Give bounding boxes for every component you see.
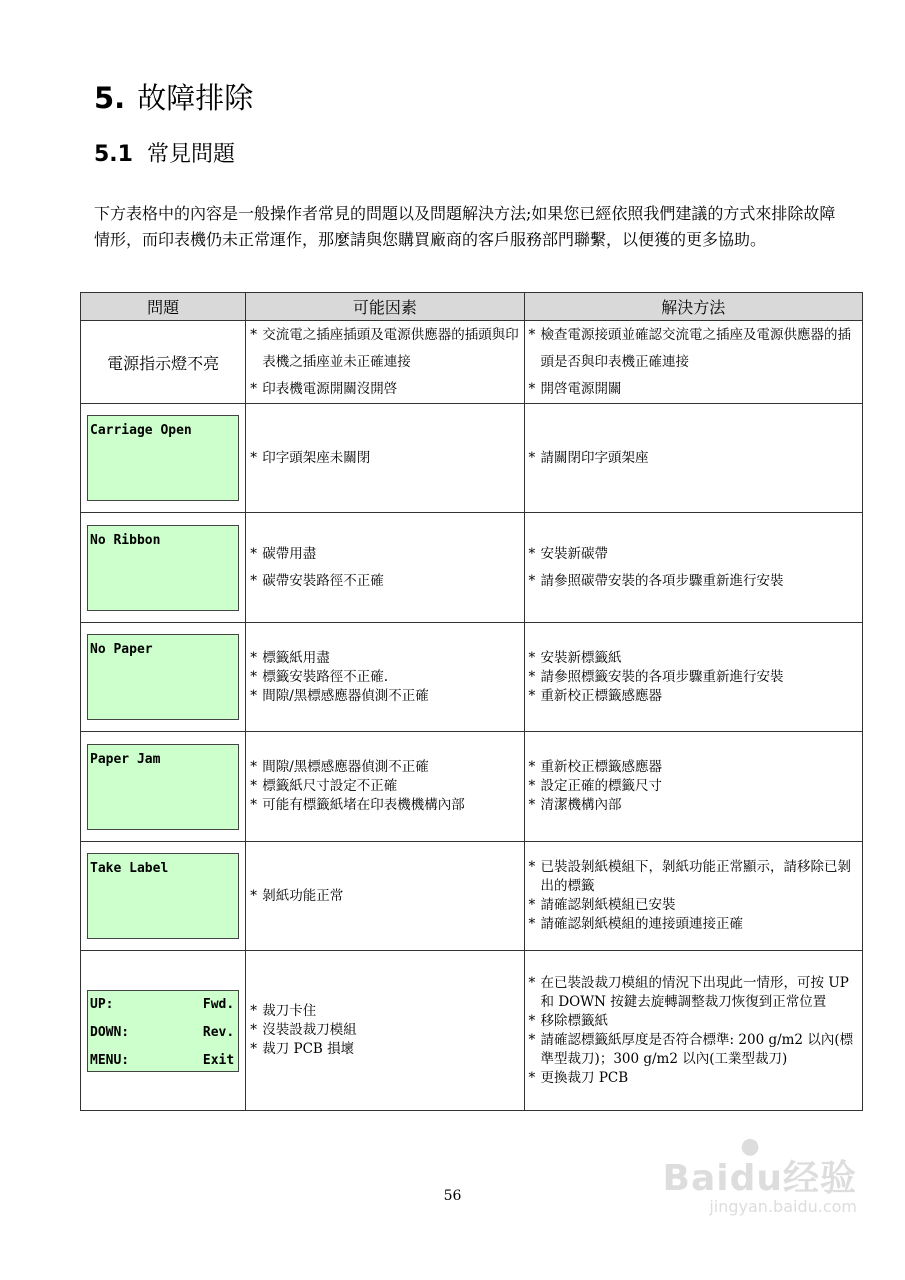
causes-cell bbox=[246, 513, 524, 623]
lcd-line-down bbox=[88, 1019, 238, 1047]
lcd-line-up bbox=[88, 991, 238, 1019]
causes-list bbox=[246, 1002, 523, 1059]
problem-cell bbox=[81, 404, 246, 513]
list-item: * 安裝新標籤紙 bbox=[525, 649, 858, 668]
list-item: * 更換裁刀 PCB bbox=[525, 1069, 858, 1088]
causes-list bbox=[246, 445, 523, 472]
causes-cell bbox=[246, 321, 524, 404]
solutions-list bbox=[525, 322, 862, 403]
watermark-logo: Baidu经验 bbox=[662, 1158, 857, 1199]
solutions-list bbox=[525, 649, 862, 706]
lcd-message: Take Label bbox=[90, 861, 169, 876]
list-item: * 請參照碳帶安裝的各項步驟重新進行安裝 bbox=[525, 568, 858, 595]
list-item: * 可能有標籤紙堵在印表機機構內部 bbox=[246, 796, 519, 815]
causes-cell bbox=[246, 951, 524, 1111]
table-row bbox=[81, 842, 863, 951]
table-row bbox=[81, 404, 863, 513]
solutions-list bbox=[525, 758, 862, 815]
list-item: * 碳帶用盡 bbox=[246, 541, 519, 568]
causes-cell bbox=[246, 404, 524, 513]
chapter-heading bbox=[94, 76, 253, 117]
problem-cell bbox=[81, 513, 246, 623]
lcd-key: MENU: bbox=[90, 1052, 130, 1068]
lcd-key: DOWN: bbox=[90, 1024, 130, 1040]
list-item: * 請參照標籤安裝的各項步驟重新進行安裝 bbox=[525, 668, 858, 687]
causes-list bbox=[246, 541, 523, 595]
solutions-cell bbox=[524, 842, 862, 951]
list-item: * 已裝設剝紙模組下，剝紙功能正常顯示，請移除已剝出的標籤 bbox=[525, 858, 858, 896]
list-item: * 間隙/黑標感應器偵測不正確 bbox=[246, 758, 519, 777]
list-item: * 設定正確的標籤尺寸 bbox=[525, 777, 858, 796]
list-item: * 請確認剝紙模組的連接頭連接正確 bbox=[525, 915, 858, 934]
table-row bbox=[81, 623, 863, 732]
baidu-watermark bbox=[662, 1134, 857, 1216]
paw-icon: ● bbox=[740, 1134, 760, 1159]
list-item: * 在已裝設裁刀模組的情況下出現此一情形，可按 UP 和 DOWN 按鍵去旋轉調整裁刀恢復到正常位置 bbox=[525, 974, 858, 1012]
lcd-message: Paper Jam bbox=[90, 751, 161, 767]
lcd-value: Fwd. bbox=[202, 996, 235, 1012]
solutions-cell bbox=[524, 623, 862, 732]
lcd-message: No Paper bbox=[90, 642, 153, 657]
problem-cell bbox=[81, 732, 246, 842]
header-solutions: 解決方法 bbox=[524, 293, 862, 321]
chapter-title: 故障排除 bbox=[137, 81, 254, 115]
causes-list bbox=[246, 758, 523, 815]
problem-cell bbox=[81, 842, 246, 951]
list-item: * 交流電之插座插頭及電源供應器的插頭與印表機之插座並未正確連接 bbox=[246, 322, 519, 376]
lcd-value: Exit bbox=[202, 1052, 235, 1068]
list-item: * 剝紙功能正常 bbox=[246, 883, 519, 910]
solutions-cell bbox=[524, 951, 862, 1111]
lcd-display bbox=[87, 525, 239, 611]
list-item: * 安裝新碳帶 bbox=[525, 541, 858, 568]
lcd-display bbox=[87, 853, 239, 939]
table-header-row bbox=[81, 293, 863, 321]
lcd-message: No Ribbon bbox=[90, 532, 161, 548]
list-item: * 請確認剝紙模組已安裝 bbox=[525, 896, 858, 915]
section-number: 5.1 bbox=[94, 142, 133, 167]
list-item: * 標籤紙用盡 bbox=[246, 649, 519, 668]
causes-cell bbox=[246, 732, 524, 842]
lcd-display bbox=[87, 634, 239, 720]
solutions-list bbox=[525, 858, 862, 934]
list-item: * 重新校正標籤感應器 bbox=[525, 758, 858, 777]
lcd-key: UP: bbox=[90, 996, 114, 1012]
table-row bbox=[81, 321, 863, 404]
header-problem: 問題 bbox=[81, 293, 246, 321]
table-row bbox=[81, 732, 863, 842]
section-title: 常見問題 bbox=[146, 142, 235, 167]
list-item: * 請關閉印字頭架座 bbox=[525, 445, 858, 472]
lcd-display bbox=[87, 744, 239, 830]
intro-paragraph: 下方表格中的內容是一般操作者常見的問題以及問題解決方法;如果您已經依照我們建議的方式來排除故障情形，而印表機仍未正常運作，那麼請與您購買廠商的客戶服務部門聯繫，以便獲的更多協助。 bbox=[94, 204, 836, 249]
solutions-list bbox=[525, 445, 862, 472]
watermark-url: jingyan.baidu.com bbox=[709, 1197, 857, 1216]
problem-cell bbox=[81, 321, 246, 404]
causes-list bbox=[246, 883, 523, 910]
lcd-display bbox=[87, 990, 239, 1072]
list-item: * 印表機電源開關沒開啓 bbox=[246, 376, 519, 403]
causes-cell bbox=[246, 842, 524, 951]
lcd-key-lines bbox=[88, 991, 238, 1075]
table-row bbox=[81, 951, 863, 1111]
list-item: * 裁刀卡住 bbox=[246, 1002, 519, 1021]
solutions-list bbox=[525, 974, 862, 1088]
lcd-message: Carriage Open bbox=[90, 423, 192, 438]
section-heading bbox=[94, 137, 235, 168]
solutions-cell bbox=[524, 321, 862, 404]
table-row bbox=[81, 513, 863, 623]
list-item: * 清潔機構內部 bbox=[525, 796, 858, 815]
causes-list bbox=[246, 322, 523, 403]
solutions-cell bbox=[524, 404, 862, 513]
list-item: * 沒裝設裁刀模組 bbox=[246, 1021, 519, 1040]
solutions-list bbox=[525, 541, 862, 595]
list-item: * 檢查電源接頭並確認交流電之插座及電源供應器的插頭是否與印表機正確連接 bbox=[525, 322, 858, 376]
problem-cell bbox=[81, 623, 246, 732]
lcd-value: Rev. bbox=[202, 1024, 235, 1040]
list-item: * 請確認標籤紙厚度是否符合標準: 200 g/m2 以內(標準型裁刀)；300 g/m2 以內(工業型裁刀) bbox=[525, 1031, 858, 1069]
list-item: * 標籤紙尺寸設定不正確 bbox=[246, 777, 519, 796]
problem-text: 電源指示燈不亮 bbox=[107, 353, 220, 373]
list-item: * 開啓電源開關 bbox=[525, 376, 858, 403]
list-item: * 印字頭架座未關閉 bbox=[246, 445, 519, 472]
list-item: * 重新校正標籤感應器 bbox=[525, 687, 858, 706]
list-item: * 標籤安裝路徑不正確. bbox=[246, 668, 519, 687]
problem-cell bbox=[81, 951, 246, 1111]
causes-cell bbox=[246, 623, 524, 732]
lcd-line-menu bbox=[88, 1047, 238, 1075]
list-item: * 裁刀 PCB 損壞 bbox=[246, 1040, 519, 1059]
list-item: * 移除標籤紙 bbox=[525, 1012, 858, 1031]
list-item: * 間隙/黑標感應器偵測不正確 bbox=[246, 687, 519, 706]
solutions-cell bbox=[524, 732, 862, 842]
header-causes: 可能因素 bbox=[246, 293, 524, 321]
page-number: 56 bbox=[443, 1188, 462, 1204]
solutions-cell bbox=[524, 513, 862, 623]
chapter-number: 5. bbox=[94, 81, 126, 115]
list-item: * 碳帶安裝路徑不正確 bbox=[246, 568, 519, 595]
troubleshooting-table bbox=[80, 292, 863, 1111]
lcd-display bbox=[87, 415, 239, 501]
causes-list bbox=[246, 649, 523, 706]
